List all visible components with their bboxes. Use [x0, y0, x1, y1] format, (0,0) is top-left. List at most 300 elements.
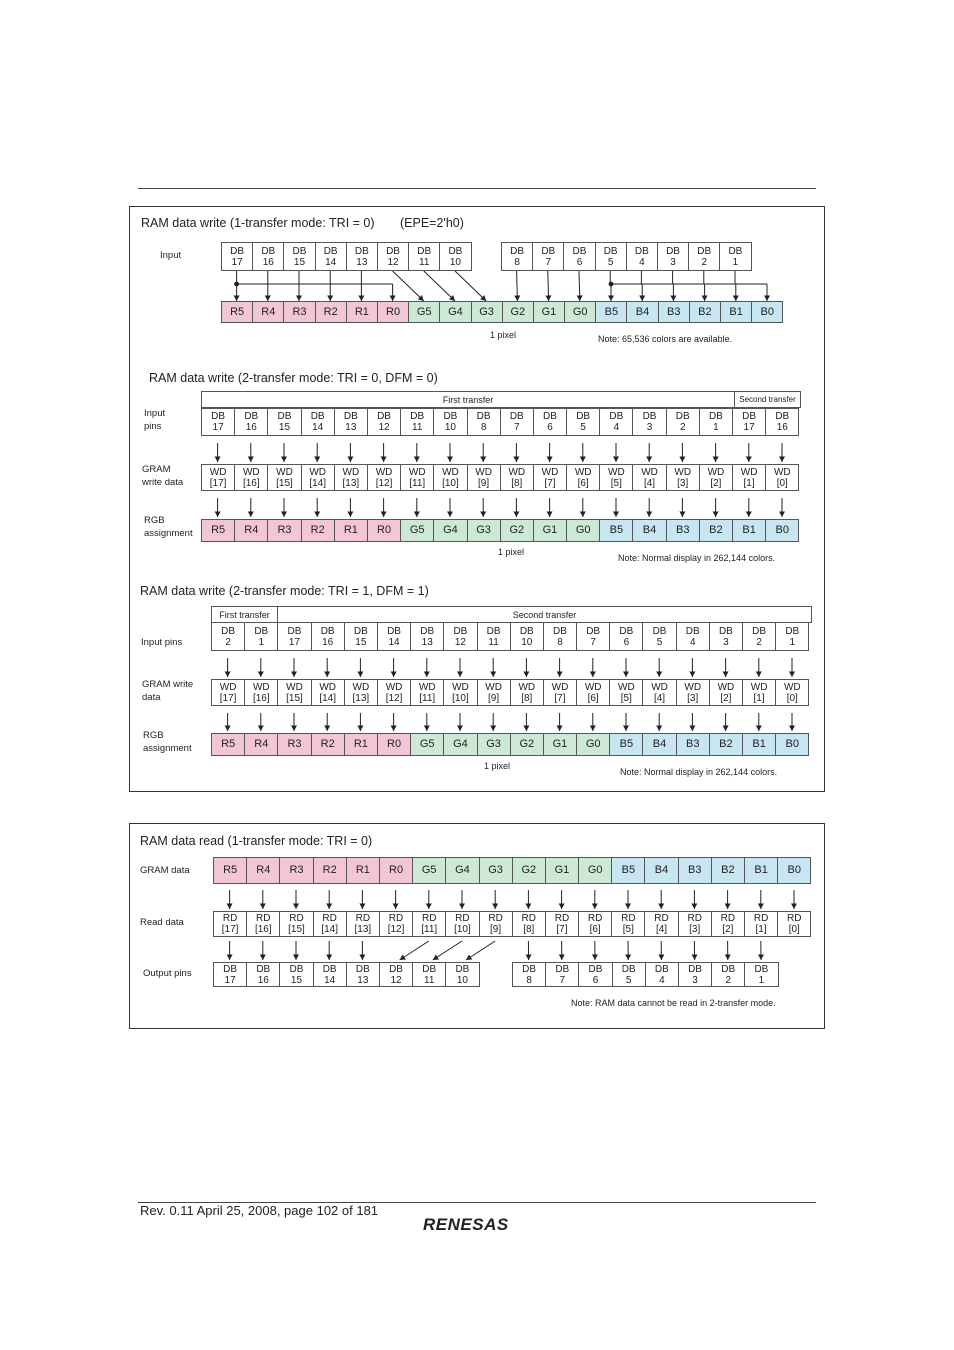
rgb-cell: G1	[533, 519, 567, 542]
diagram1-pixel-label: 1 pixel	[490, 330, 517, 340]
bit-prefix: WD	[518, 681, 536, 693]
bit-prefix: RD	[222, 913, 238, 924]
bit-prefix: DB	[619, 625, 634, 637]
diagram3-rgb-label-line1: RGB	[143, 730, 164, 741]
rgb-cell: R3	[267, 519, 301, 542]
rgb-cell: G3	[479, 857, 513, 884]
bit-prefix: WD	[674, 466, 692, 478]
bit-number: 3	[723, 636, 729, 648]
rgb-cell: G1	[545, 857, 579, 884]
bit-number: [17]	[209, 477, 227, 489]
arrow-head	[679, 512, 685, 518]
bit-prefix: DB	[588, 963, 603, 975]
diagram2-first-transfer: First transfer	[201, 391, 735, 408]
arrow-head	[347, 457, 353, 463]
arrow-head	[381, 457, 387, 463]
arrow-head	[234, 296, 240, 302]
bit-number: [11]	[419, 692, 436, 704]
bit-number: 4	[613, 422, 620, 433]
arrow-line	[393, 271, 424, 301]
bit-number: [12]	[385, 692, 403, 704]
rgb-cell: B1	[744, 857, 778, 884]
rgb-cell: R2	[311, 733, 345, 756]
bit-prefix: WD	[242, 466, 260, 478]
bit-number: [14]	[309, 477, 326, 489]
diagram3-pixel-label: 1 pixel	[484, 761, 511, 771]
bit-prefix: WD	[707, 466, 725, 478]
rgb-cell: R3	[283, 301, 315, 323]
bit-prefix: DB	[654, 963, 669, 975]
arrow-head	[725, 954, 731, 960]
rgb-cell: B2	[699, 519, 733, 542]
rgb-cell: B1	[732, 519, 766, 542]
bit-prefix: DB	[355, 963, 370, 975]
arrow-head	[580, 512, 586, 518]
bit-prefix: WD	[219, 681, 237, 693]
bit-prefix: WD	[408, 466, 426, 478]
rgb-cell: R2	[315, 301, 347, 323]
arrow-head	[326, 955, 332, 961]
arrow-head	[447, 457, 453, 463]
diagram2-rgb-label-line2: assignment	[144, 528, 193, 539]
bit-prefix: WD	[385, 681, 403, 693]
bit-number: 15	[355, 636, 367, 648]
arrow-head	[326, 904, 332, 910]
diagram3-title: RAM data write (2-transfer mode: TRI = 1, DFM = 1)	[140, 584, 429, 598]
bit-prefix: DB	[387, 625, 401, 637]
bit-prefix: WD	[375, 466, 393, 478]
arrow-head	[215, 457, 221, 463]
bit-prefix: RD	[621, 913, 636, 924]
bit-number: [3]	[677, 477, 689, 489]
arrow-head	[656, 726, 662, 732]
arrow-head	[490, 672, 496, 678]
arrow-head	[702, 296, 708, 302]
bit-number: [1]	[755, 924, 767, 935]
rgb-cell: G0	[578, 857, 612, 884]
arrow-head	[215, 512, 221, 518]
arrow-head	[357, 726, 363, 732]
bit-prefix: DB	[244, 411, 259, 422]
arrow-head	[723, 726, 729, 732]
diagram2-input-label-line1: Input	[144, 408, 166, 419]
rgb-cell: B2	[689, 301, 721, 323]
bit-number: 3	[646, 422, 653, 433]
rgb-cell: R0	[377, 733, 411, 756]
bit-number: 7	[545, 256, 552, 268]
arrow-head	[590, 672, 596, 678]
arrow-head	[480, 512, 486, 518]
diagram4-output-label: Output pins	[143, 968, 192, 979]
bit-prefix: DB	[420, 625, 435, 637]
arrow-head	[791, 904, 797, 910]
bit-prefix: WD	[352, 681, 370, 693]
arrow-head	[592, 904, 598, 910]
bit-prefix: WD	[286, 681, 303, 693]
bit-number: 11	[412, 422, 423, 433]
bit-number: [8]	[511, 477, 523, 489]
arrow-head	[545, 295, 551, 301]
bit-number: [17]	[219, 692, 237, 704]
bit-prefix: DB	[353, 625, 368, 637]
bit-number: 17	[288, 636, 301, 648]
bit-prefix: RD	[355, 913, 371, 924]
bit-prefix: DB	[621, 963, 636, 975]
rgb-cell: G2	[512, 857, 546, 884]
bit-number: 17	[231, 256, 243, 268]
rgb-cell: G4	[433, 519, 467, 542]
arrow-head	[424, 726, 430, 732]
rgb-cell: B5	[609, 733, 643, 756]
bit-prefix: DB	[323, 245, 338, 257]
rgb-cell: G2	[500, 519, 534, 542]
rgb-cell: B2	[711, 857, 745, 884]
bit-prefix: DB	[211, 411, 226, 422]
arrow-head	[359, 904, 365, 910]
diagram3-rgb-label-line2: assignment	[143, 743, 192, 754]
bit-number: 2	[725, 974, 731, 986]
rgb-cell: B1	[742, 733, 776, 756]
bit-number: 12	[378, 422, 390, 433]
bit-prefix: WD	[485, 681, 502, 693]
arrow-head	[347, 512, 353, 518]
bit-prefix: WD	[551, 681, 569, 693]
bit-number: [3]	[687, 692, 699, 704]
bit-number: 4	[639, 256, 645, 268]
bit-number: 10	[444, 422, 456, 433]
bit-prefix: WD	[651, 681, 668, 693]
rgb-cell: G5	[412, 857, 446, 884]
arrow-head	[513, 512, 519, 518]
bit-prefix: WD	[252, 681, 270, 693]
arrow-head	[324, 672, 330, 678]
arrow-head	[248, 512, 254, 518]
bit-number: [2]	[710, 477, 722, 489]
arrow-head	[227, 904, 233, 910]
bit-prefix: DB	[541, 245, 556, 257]
bit-prefix: DB	[666, 245, 680, 257]
diagram4-title: RAM data read (1-transfer mode: TRI = 0)	[140, 834, 373, 848]
diagram2-second-transfer: Second transfer	[734, 391, 801, 408]
arrow-head	[746, 457, 752, 463]
arrow-head	[613, 457, 619, 463]
bit-prefix: RD	[654, 913, 669, 924]
diagram1-input-label: Input	[160, 250, 182, 261]
arrow-head	[258, 672, 264, 678]
bit-number: [3]	[689, 924, 701, 935]
arrow-head	[779, 512, 785, 518]
bit-prefix: WD	[309, 466, 326, 478]
arrow-head	[523, 726, 529, 732]
arrow-head	[426, 904, 432, 910]
diagram2-note: Note: Normal display in 262,144 colors.	[618, 553, 776, 563]
bit-number: 3	[670, 256, 676, 268]
diagram2-title: RAM data write (2-transfer mode: TRI = 0, DFM = 0)	[149, 371, 438, 385]
arrow-head	[646, 512, 652, 518]
bit-prefix: DB	[292, 245, 307, 257]
bit-number: 13	[421, 636, 433, 648]
arrow-head	[523, 672, 529, 678]
bit-number: 1	[789, 636, 796, 648]
bit-number: 3	[692, 974, 698, 986]
arrow-head	[577, 295, 583, 301]
arrow-head	[658, 954, 664, 960]
arrow-head	[764, 296, 770, 302]
arrow-head	[623, 726, 629, 732]
bit-prefix: DB	[555, 963, 570, 975]
arrow-head	[557, 672, 563, 678]
bit-prefix: WD	[541, 466, 559, 478]
rgb-cell: G3	[467, 519, 501, 542]
diagram2-input-label-line2: pins	[144, 421, 162, 432]
bit-number: [13]	[342, 477, 360, 489]
bit-prefix: DB	[261, 245, 276, 257]
bit-number: [15]	[288, 924, 305, 935]
arrow-head	[613, 512, 619, 518]
bit-prefix: DB	[652, 625, 667, 637]
rgb-cell: B2	[709, 733, 743, 756]
arrow-head	[559, 904, 565, 910]
arrow-head	[433, 954, 439, 960]
bit-number: 1	[258, 636, 265, 648]
arrow-head	[639, 296, 645, 302]
bit-prefix: DB	[322, 963, 337, 975]
bit-number: 10	[449, 256, 461, 268]
rgb-cell: R3	[277, 733, 311, 756]
arrow-head	[623, 672, 629, 678]
bit-prefix: DB	[486, 625, 501, 637]
arrow-head	[723, 672, 729, 678]
rgb-cell: B5	[599, 519, 633, 542]
arrow-head	[725, 904, 731, 910]
rgb-cell: G2	[510, 733, 544, 756]
rgb-cell: G5	[410, 733, 444, 756]
bit-prefix: WD	[717, 681, 735, 693]
bit-prefix: DB	[310, 411, 325, 422]
bit-prefix: WD	[750, 681, 768, 693]
rgb-cell: B3	[676, 733, 710, 756]
bit-number: 6	[592, 974, 599, 986]
bit-number: 16	[257, 974, 269, 986]
bit-prefix: WD	[508, 466, 526, 478]
arrow-head	[414, 457, 420, 463]
bit-prefix: DB	[254, 625, 269, 637]
bit-prefix: DB	[685, 625, 700, 637]
bit-prefix: DB	[642, 411, 657, 422]
bit-number: 4	[659, 974, 665, 986]
diagram2-gram-label-line1: GRAM	[142, 464, 171, 475]
bit-number: 5	[656, 636, 663, 648]
diagram1-note: Note: 65,536 colors are available.	[598, 334, 733, 344]
bit-number: 11	[488, 636, 499, 648]
arrow-head	[327, 296, 333, 302]
bit-number: [12]	[375, 477, 393, 489]
arrow-head	[393, 904, 399, 910]
diagram4-note: Note: RAM data cannot be read in 2-transfer mode.	[571, 998, 776, 1008]
rgb-cell: G4	[445, 857, 479, 884]
arrow-head	[646, 457, 652, 463]
bit-number: 1	[732, 256, 739, 268]
bit-prefix: DB	[422, 963, 437, 975]
footer-text: Rev. 0.11 April 25, 2008, page 102 of 181	[140, 1203, 379, 1218]
bit-number: 14	[388, 636, 400, 648]
arrow-head	[296, 296, 302, 302]
arrow-head	[625, 904, 631, 910]
bit-prefix: DB	[519, 625, 534, 637]
bit-prefix: DB	[728, 245, 743, 257]
rgb-cell: B0	[775, 733, 809, 756]
rgb-cell: B4	[632, 519, 666, 542]
bit-number: [0]	[786, 692, 798, 704]
bit-number: [0]	[788, 924, 800, 935]
bit-prefix: DB	[223, 963, 238, 975]
arrow-head	[608, 296, 614, 302]
arrow-head	[466, 954, 472, 960]
arrow-head	[225, 672, 231, 678]
rgb-cell: R3	[279, 857, 313, 884]
arrow-head	[779, 457, 785, 463]
arrow-head	[225, 726, 231, 732]
bit-prefix: DB	[410, 411, 425, 422]
bit-number: 10	[456, 974, 468, 986]
rgb-cell: G1	[533, 301, 565, 323]
bit-number: [9]	[478, 477, 490, 489]
bit-prefix: WD	[475, 466, 492, 478]
arrow-head	[260, 955, 266, 961]
diagram2-rgb-label-line1: RGB	[144, 515, 165, 526]
bit-number: [8]	[523, 924, 535, 935]
arrow-head	[746, 512, 752, 518]
bit-number: 11	[419, 256, 430, 268]
bit-prefix: DB	[688, 963, 702, 975]
arrow-head	[265, 296, 271, 302]
bit-number: 14	[325, 256, 337, 268]
rgb-cell: G0	[576, 733, 610, 756]
bit-prefix: DB	[277, 411, 292, 422]
bit-prefix: DB	[354, 245, 369, 257]
arrow-head	[381, 512, 387, 518]
bit-number: [1]	[753, 692, 765, 704]
bit-prefix: RD	[521, 913, 536, 924]
bit-number: [14]	[321, 924, 338, 935]
bit-prefix: RD	[587, 913, 603, 924]
bit-number: 12	[454, 636, 466, 648]
bit-prefix: DB	[742, 411, 757, 422]
renesas-logo: RENESAS	[423, 1215, 509, 1234]
rgb-cell: B3	[666, 519, 700, 542]
bit-prefix: DB	[455, 963, 470, 975]
bit-number: [5]	[620, 692, 632, 704]
bit-prefix: WD	[452, 681, 469, 693]
arrow-head	[656, 672, 662, 678]
bit-number: 5	[580, 422, 586, 433]
arrow-head	[756, 672, 762, 678]
arrow-head	[391, 672, 397, 678]
arrow-head	[592, 954, 598, 960]
arrow-head	[689, 672, 695, 678]
diagram4-read-label: Read data	[140, 917, 184, 928]
bit-number: [12]	[387, 924, 405, 935]
bit-number: 15	[290, 974, 303, 986]
diagram3-input-label: Input pins	[141, 637, 183, 648]
arrow-head	[359, 955, 365, 961]
rgb-cell: B3	[678, 857, 712, 884]
bit-prefix: RD	[554, 913, 570, 924]
bit-number: [10]	[454, 924, 471, 935]
rgb-cell: R2	[313, 857, 347, 884]
arrow-head	[689, 726, 695, 732]
rgb-cell: G4	[443, 733, 477, 756]
bit-prefix: RD	[720, 913, 736, 924]
bit-number: [0]	[776, 477, 788, 489]
bit-number: 10	[521, 636, 533, 648]
arrow-head	[281, 512, 287, 518]
bit-prefix: WD	[319, 681, 336, 693]
arrow-head	[390, 296, 396, 302]
bit-number: [16]	[254, 924, 272, 935]
bit-prefix: DB	[448, 245, 463, 257]
rgb-cell: G0	[564, 301, 596, 323]
arrow-head	[281, 457, 287, 463]
bit-prefix: DB	[377, 411, 391, 422]
bit-prefix: DB	[754, 963, 769, 975]
bit-number: [16]	[252, 692, 270, 704]
rgb-cell: R4	[246, 857, 280, 884]
arrow-head	[260, 904, 266, 910]
bit-number: [15]	[286, 692, 303, 704]
arrow-head	[692, 954, 698, 960]
bit-prefix: DB	[675, 411, 690, 422]
bit-number: 6	[576, 256, 583, 268]
bit-prefix: DB	[230, 245, 245, 257]
bit-prefix: DB	[543, 411, 557, 422]
bit-number: [10]	[452, 692, 469, 704]
rgb-cell: B4	[644, 857, 678, 884]
rgb-cell: G2	[502, 301, 534, 323]
diagram3-gram-label-line2: data	[142, 692, 161, 703]
bit-number: [4]	[653, 692, 666, 704]
rgb-cell: R4	[244, 733, 278, 756]
arrow-head	[658, 904, 664, 910]
rgb-cell: R5	[211, 733, 245, 756]
diagram1-title: RAM data write (1-transfer mode: TRI = 0)	[141, 216, 375, 230]
rgb-cell: R5	[213, 857, 247, 884]
rgb-cell: G5	[408, 301, 440, 323]
bit-number: 5	[607, 256, 614, 268]
arrow-head	[713, 457, 719, 463]
bit-number: 15	[293, 256, 306, 268]
bit-prefix: DB	[509, 411, 524, 422]
bit-number: 13	[345, 422, 357, 433]
bit-number: [2]	[720, 692, 732, 704]
bit-prefix: WD	[584, 681, 602, 693]
bit-prefix: DB	[718, 625, 733, 637]
bit-number: 17	[212, 422, 224, 433]
rgb-cell: B5	[595, 301, 627, 323]
diagram2-pixel-label: 1 pixel	[498, 547, 525, 557]
arrow-head	[358, 296, 364, 302]
bit-prefix: RD	[753, 913, 769, 924]
bit-number: 8	[526, 974, 532, 986]
bit-number: 1	[713, 422, 719, 433]
bit-prefix: DB	[634, 245, 649, 257]
bit-prefix: WD	[684, 681, 702, 693]
bit-number: 7	[514, 422, 520, 433]
arrow-head	[679, 457, 685, 463]
arrow-head	[758, 904, 764, 910]
bit-prefix: WD	[574, 466, 592, 478]
bit-prefix: RD	[687, 913, 702, 924]
